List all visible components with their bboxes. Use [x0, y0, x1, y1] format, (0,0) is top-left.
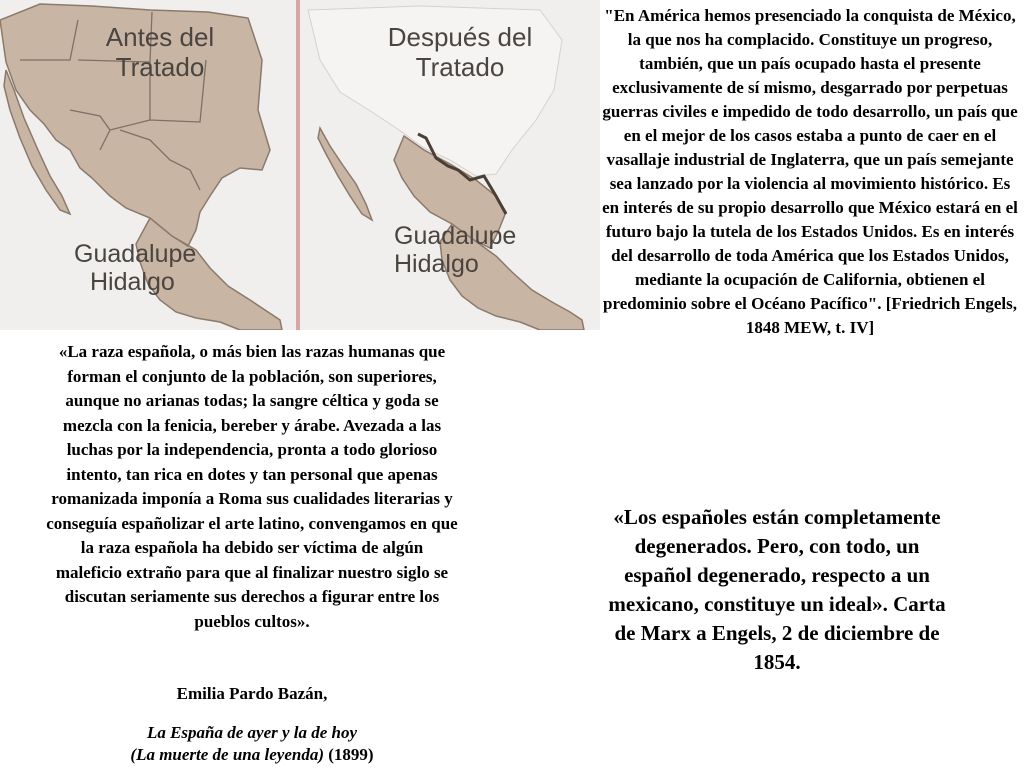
map-title-after-line2: Tratado	[415, 52, 505, 82]
map-title-after	[360, 22, 560, 82]
map-label-after-line2: Hidalgo	[394, 250, 479, 278]
map-after-treaty	[300, 0, 600, 330]
map-label-after	[394, 222, 516, 278]
map-label-after-line1: Guadalupe	[394, 222, 517, 250]
map-title-before-line2: Tratado	[115, 52, 205, 82]
work-title: La España de ayer y la de hoy	[146, 723, 358, 742]
map-label-before-line2: Hidalgo	[90, 268, 175, 296]
work-year: (1899)	[328, 745, 374, 764]
pardo-bazan-work	[46, 722, 458, 766]
pardo-bazan-author: Emilia Pardo Bazán,	[176, 684, 328, 703]
work-subtitle: (La muerte de una leyenda)	[130, 745, 324, 764]
marx-quote: «Los españoles están completamente degenerados. Pero, con todo, un español degenerado, respecto a un mexicano, constituye un ideal». Carta de Marx a Engels, 2 de diciembre de 1854.	[608, 505, 946, 674]
engels-quote: "En América hemos presenciado la conquista de México, la que nos ha complacido. Constituye un progreso, también, que un país ocupado hasta el presente exclusivamente de sí mismo, desgarrado por perpetuas guerras civiles e impedido de todo desarrollo, un país que en el mejor de los casos estaba a punto de caer en el vasallaje industrial de Inglaterra, que un país semejante sea lanzado por la violencia al movimiento histórico. Es en interés de su propio desarrollo que México estará en el futuro bajo la tutela de los Estados Unidos. Es en interés del desarrollo de toda América que los Estados Unidos, mediante la ocupación de California, obtienen el predominio sobre el Océano Pacífico". [Friedrich Engels, 1848 MEW, t. IV]	[602, 6, 1018, 337]
map-before-treaty	[0, 0, 300, 330]
map-title-before	[70, 22, 250, 82]
map-label-before	[74, 240, 196, 296]
pardo-bazan-quote: «La raza española, o más bien las razas humanas que forman el conjunto de la población, son superiores, aunque no arianas todas; la sangre céltica y goda se mezcla con la fenicia, bereber y árabe. Avezada a las luchas por la independencia, pronta a todo glorioso intento, tan rica en dotes y tan personal que apenas romanizada imponía a Roma sus cualidades literarias y conseguía españolizar el arte latino, convengamos en que la raza española ha debido ser víctima de algún maleficio extraño para que al finalizar nuestro siglo se discutan seriamente sus derechos a figurar entre los pueblos cultos».	[46, 342, 458, 631]
map-title-after-line1: Después del	[387, 22, 533, 52]
map-title-before-line1: Antes del	[105, 22, 215, 52]
work-subtitle-line	[46, 744, 458, 766]
baja-california-after	[318, 128, 372, 220]
map-label-before-line1: Guadalupe	[74, 240, 197, 268]
